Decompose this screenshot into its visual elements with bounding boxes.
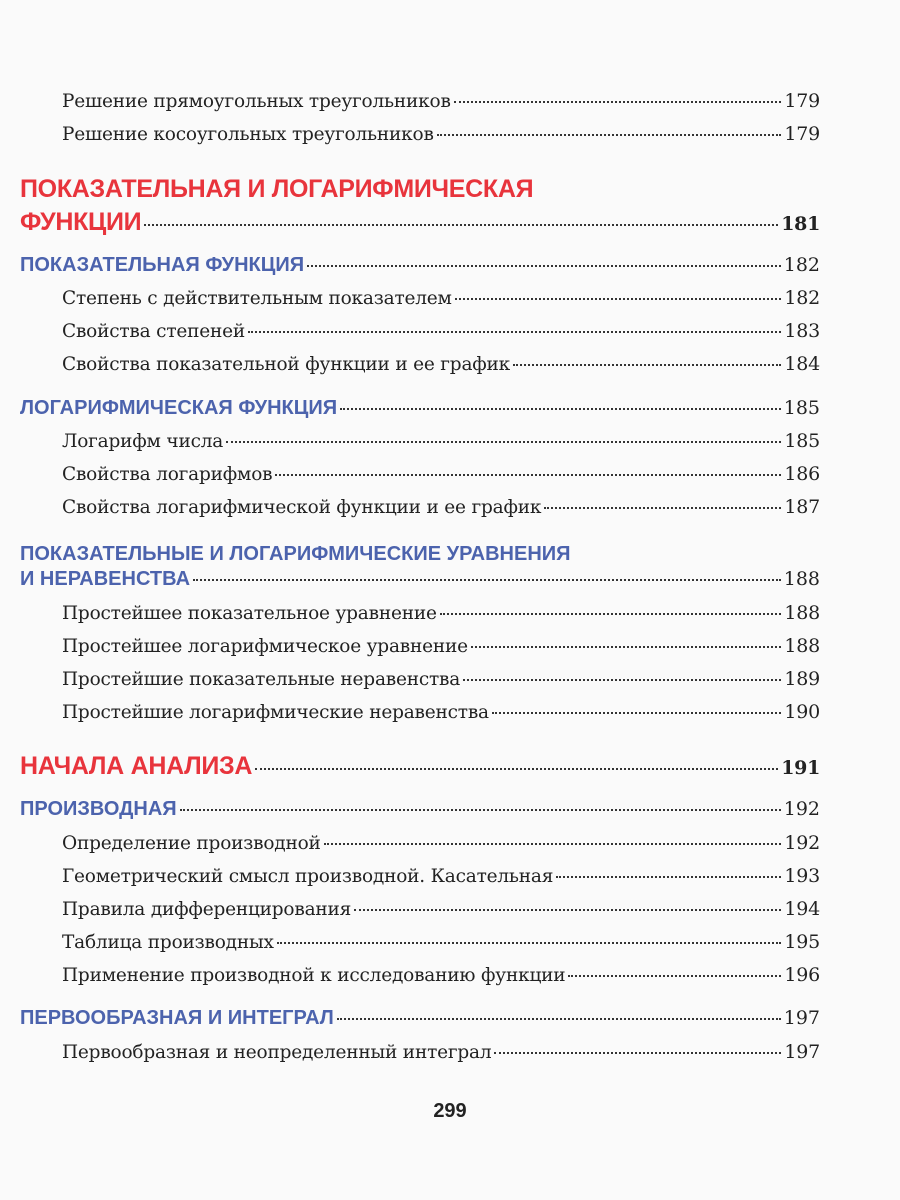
toc-entry	[62, 865, 820, 895]
toc-entry-page: 191	[781, 757, 820, 779]
toc-entry-page: 188	[783, 568, 820, 590]
toc-entry-title: Правила дифференцирования	[62, 899, 352, 920]
toc-entry-title: Свойства показательной функции и ее график	[62, 354, 511, 375]
toc-entry-page: 179	[784, 90, 820, 112]
toc-entry-title: Применение производной к исследованию функции	[62, 965, 566, 986]
toc-entry-page: 185	[783, 397, 820, 419]
dot-leader	[463, 679, 781, 681]
toc-entry-page: 188	[784, 602, 820, 624]
toc-entry-page: 187	[784, 496, 820, 518]
toc-section	[20, 397, 820, 427]
toc-section	[20, 254, 820, 284]
toc-chapter	[20, 208, 820, 238]
toc-entry-page: 184	[784, 353, 820, 375]
toc-section	[20, 568, 820, 598]
toc-entry	[62, 701, 820, 731]
section-title-line1: ПОКАЗАТЕЛЬНЫЕ И ЛОГАРИФМИЧЕСКИЕ УРАВНЕНИЯ	[20, 543, 571, 565]
toc-entry	[62, 832, 820, 862]
dot-leader	[144, 224, 778, 226]
toc-entry-title: Простейшие логарифмические неравенства	[62, 702, 489, 723]
page-number: 299	[433, 1100, 467, 1122]
toc-entry	[62, 1041, 820, 1071]
dot-leader	[277, 942, 782, 944]
toc-entry-page: 189	[784, 668, 820, 690]
dot-leader	[437, 134, 782, 136]
dot-leader	[556, 876, 781, 878]
toc-entry-title: Простейшее показательное уравнение	[62, 603, 437, 624]
chapter-title-line1: ПОКАЗАТЕЛЬНАЯ И ЛОГАРИФМИЧЕСКАЯ	[20, 175, 534, 203]
toc-entry-title: Простейшие показательные неравенства	[62, 669, 461, 690]
toc-entry	[62, 353, 820, 383]
toc-entry-page: 192	[783, 798, 820, 820]
toc-entry-page: 197	[784, 1041, 820, 1063]
toc-entry-page: 197	[783, 1007, 820, 1029]
toc-entry	[62, 964, 820, 994]
dot-leader	[275, 474, 781, 476]
toc-chapter	[20, 752, 820, 782]
toc-entry	[62, 463, 820, 493]
toc-entry-title: Степень с действительным показателем	[62, 288, 452, 309]
dot-leader	[180, 809, 781, 811]
toc-entry	[62, 931, 820, 961]
toc-entry-page: 179	[784, 123, 820, 145]
dot-leader	[455, 298, 782, 300]
toc-entry-title: Первообразная и неопределенный интеграл	[62, 1042, 492, 1063]
toc-entry	[62, 287, 820, 317]
toc-entry	[62, 635, 820, 665]
section-title-line2: И НЕРАВЕНСТВА	[20, 568, 191, 590]
section-title: ПРОИЗВОДНАЯ	[20, 798, 177, 820]
dot-leader	[337, 1018, 781, 1020]
toc-entry-page: 182	[783, 254, 820, 276]
dot-leader	[513, 364, 781, 366]
toc-entry-title: Решение прямоугольных треугольников	[62, 91, 451, 112]
toc-entry	[62, 602, 820, 632]
dot-leader	[248, 331, 781, 333]
chapter-title-line2: ФУНКЦИИ	[20, 208, 142, 236]
dot-leader	[454, 101, 782, 103]
dot-leader	[340, 408, 781, 410]
toc-entry-page: 186	[784, 463, 820, 485]
toc-entry	[62, 668, 820, 698]
toc-entry	[62, 898, 820, 928]
toc-entry-title: Решение косоугольных треугольников	[62, 124, 434, 145]
toc-entry-title: Простейшее логарифмическое уравнение	[62, 636, 468, 657]
dot-leader	[193, 579, 781, 581]
section-title: ПОКАЗАТЕЛЬНАЯ ФУНКЦИЯ	[20, 254, 305, 276]
toc-entry-title: Свойства степеней	[62, 321, 245, 342]
toc-entry-title: Свойства логарифмической функции и ее график	[62, 497, 542, 518]
dot-leader	[492, 712, 781, 714]
dot-leader	[226, 441, 781, 443]
toc-section	[20, 1007, 820, 1037]
dot-leader	[440, 613, 782, 615]
toc-entry-title: Таблица производных	[62, 932, 274, 953]
toc-entry-page: 188	[784, 635, 820, 657]
dot-leader	[568, 975, 781, 977]
toc-entry-page: 181	[781, 213, 820, 235]
section-title: ПЕРВООБРАЗНАЯ И ИНТЕГРАЛ	[20, 1007, 334, 1029]
toc-entry-page: 194	[784, 898, 820, 920]
toc-entry-title: Свойства логарифмов	[62, 464, 273, 485]
dot-leader	[307, 265, 781, 267]
dot-leader	[494, 1052, 781, 1054]
toc-entry-page: 195	[784, 931, 820, 953]
toc-entry	[62, 320, 820, 350]
toc-entry	[62, 123, 820, 153]
toc-entry-title: Логарифм числа	[62, 431, 224, 452]
toc-entry	[62, 430, 820, 460]
toc-entry-title: Геометрический смысл производной. Касательная	[62, 866, 554, 887]
dot-leader	[255, 768, 778, 770]
toc-entry-title: Определение производной	[62, 833, 321, 854]
toc-entry-page: 183	[784, 320, 820, 342]
toc-entry-page: 185	[784, 430, 820, 452]
toc-entry-page: 196	[784, 964, 820, 986]
toc-entry-page: 193	[784, 865, 820, 887]
dot-leader	[471, 646, 781, 648]
toc-entry	[62, 496, 820, 526]
section-title: ЛОГАРИФМИЧЕСКАЯ ФУНКЦИЯ	[20, 397, 338, 419]
dot-leader	[354, 909, 781, 911]
dot-leader	[544, 507, 781, 509]
toc-entry-page: 190	[784, 701, 820, 723]
dot-leader	[324, 843, 782, 845]
toc-entry	[62, 90, 820, 120]
chapter-title: НАЧАЛА АНАЛИЗА	[20, 752, 253, 780]
toc-entry-page: 192	[784, 832, 820, 854]
toc-entry-page: 182	[784, 287, 820, 309]
toc-section	[20, 798, 820, 828]
